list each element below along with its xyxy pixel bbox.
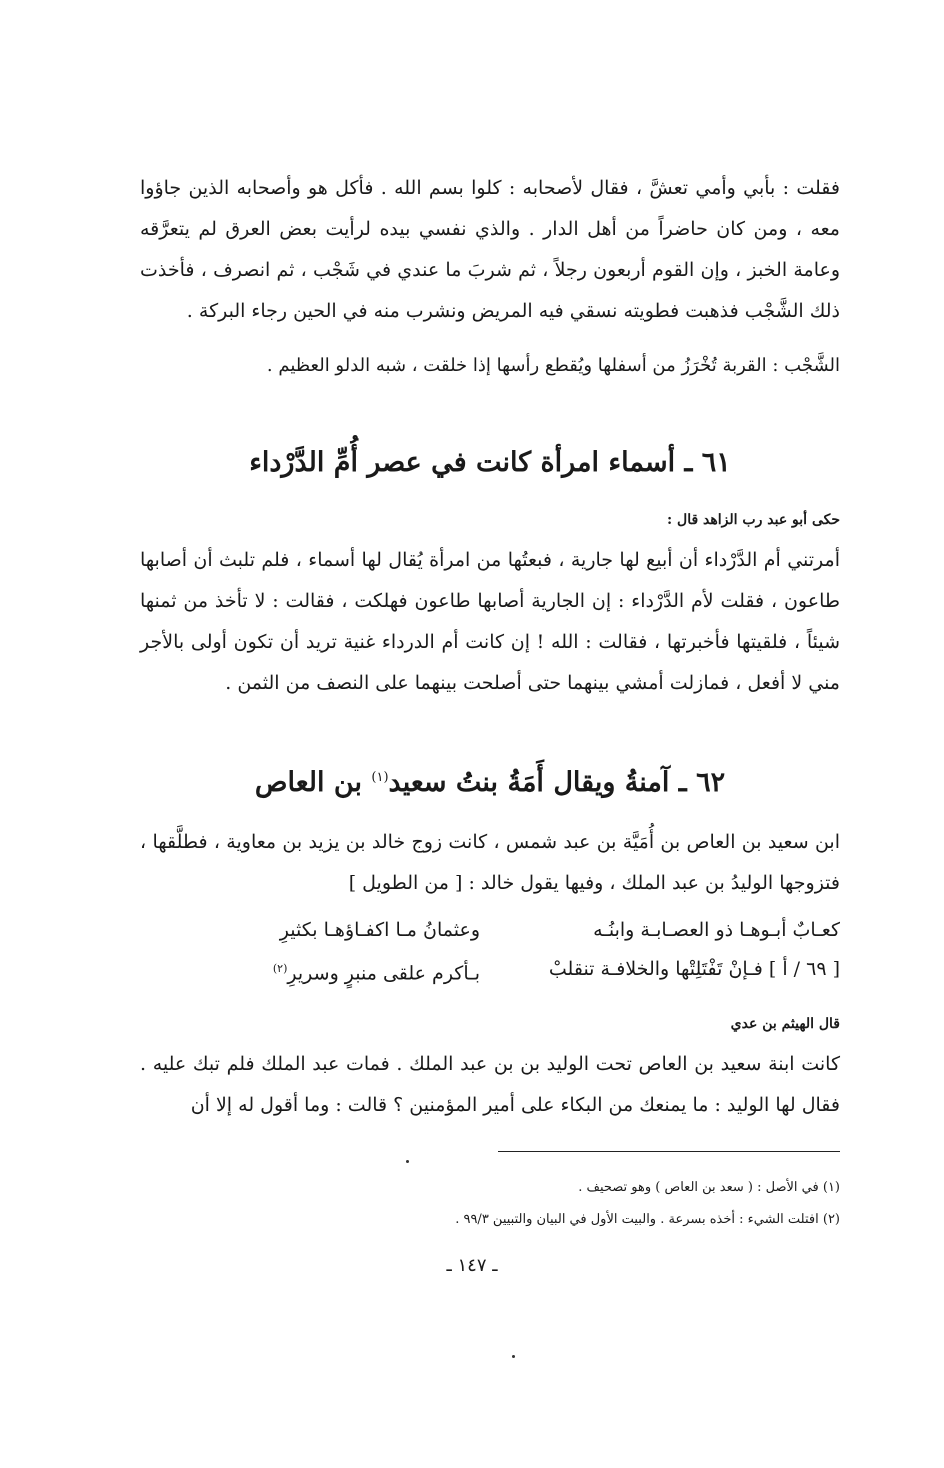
section-62-title [140, 758, 840, 803]
poem-line-1 [140, 913, 840, 947]
section-61-title: ٦١ ـ أسماء امرأة كانت في عصر أُمِّ الدَّرْداء [249, 447, 731, 478]
footnote-ref-1: (١) [371, 770, 389, 785]
section-62-paragraph-2-block [140, 1044, 840, 1126]
poem-line-1-first-hemistich: كعـابٌ أبـوهـا ذو العصـابـة وابنُـه [593, 919, 840, 941]
poem-line-1-second-hemistich: وعثمانُ مـا اكفـاؤهـا بكثيرِ [279, 919, 480, 941]
section-62-title-main: ٦٢ ـ آمنةُ ويقال أَمَةُ بنتُ سعيد [388, 767, 726, 798]
poem-line-2-first-hemistich: [ ٦٩ / أ ] فـإنْ تَفْتَلِتْها والخلافـة تنقلبْ [548, 958, 840, 980]
page-number: ـ ١٤٧ ـ [446, 1255, 498, 1276]
intro-gloss: الشَّجْب : القربة تُخْرَزُ من أسفلها ويُقطع رأسها إذا خلقت ، شبه الدلو العظيم . [266, 355, 840, 376]
poem-line-2-second-hemistich: بـأكرم علقى منبرٍ وسريرِ [287, 962, 480, 985]
section-61-paragraph: أمرتني أم الدَّرْداء أن أبيع لها جارية ، فبعتُها من امرأة يُقال لها أسماء ، فلم تلبث أن أصابها طاعون ، فقلت لأم الدَّرْداء : إن الجارية أصابها طاعون فهلكت ، فقالت : لا تأخذ من ثمنها شيئاً ، فلقيتها فأخبرتها ، فقالت : الله ! إن كانت أم الدرداء غنية تريد أن تكون أولى بالأجر مني لا أفعل ، فمازلت أمشي بينهما حتى أصلحت بينهما على النصف من الثمن . [140, 549, 840, 694]
section-61-narrator: حكى أبو عبد رب الزاهد قال : [667, 512, 840, 528]
footnotes [140, 1172, 840, 1236]
footnote-2: (٢) افتلت الشيء : أخذه بسرعة . والبيت الأول في البيان والتبيين ٩٩/٣ . [455, 1212, 840, 1227]
footnote-ref-2: (٢) [272, 962, 288, 975]
print-speck [406, 1160, 409, 1163]
section-61-paragraph-block [140, 540, 840, 704]
poem-line-2-second-hemistich-wrap [130, 952, 480, 990]
poem-line-2 [140, 952, 840, 986]
intro-paragraph: فقلت : بأبي وأمي تعشَّ ، فقال لأصحابه : كلوا بسم الله . فأكل هو وأصحابه الذين جاؤوا معه ، ومن كان حاضراً من أهل الدار . والذي نفسي بيده لرأيت بعض العرق لم يتعرَّقه وعامة الخبز ، وإن القوم أربعون رجلاً ، ثم شربَ ما عندي في شَجْب ، ثم انصرف ، فأخذت ذلك الشَّجْب فذهبت فطويته نسقي فيه المريض ونشرب منه في الحين رجاء البركة . [140, 177, 840, 322]
section-62-paragraph: ابن سعيد بن العاص بن أُمَيَّة بن عبد شمس ، كانت زوج خالد بن يزيد بن معاوية ، فطلَّقها ، فتزوجها الوليدُ بن عبد الملك ، وفيها يقول خالد : [ من الطويل ] [140, 831, 840, 894]
intro-gloss-block [140, 351, 840, 381]
section-62-paragraph-2: كانت ابنة سعيد بن العاص تحت الوليد بن بن عبد الملك . فمات عبد الملك فلم تبك عليه . فقال لها الوليد : ما يمنعك من البكاء على أمير المؤمنين ؟ قالت : وما أقول له إلا أن [140, 1053, 840, 1116]
footnote-divider [498, 1151, 840, 1152]
footnote-1: (١) في الأصل : ( سعد بن العاص ) وهو تصحيف . [578, 1180, 840, 1195]
section-62-narrator: قال الهيثم بن عدي [730, 1016, 840, 1032]
intro-paragraph-block [140, 168, 840, 332]
section-62-title-tail: بن العاص [254, 767, 372, 798]
print-speck-bottom [512, 1355, 515, 1358]
section-62-paragraph-block [140, 822, 840, 904]
